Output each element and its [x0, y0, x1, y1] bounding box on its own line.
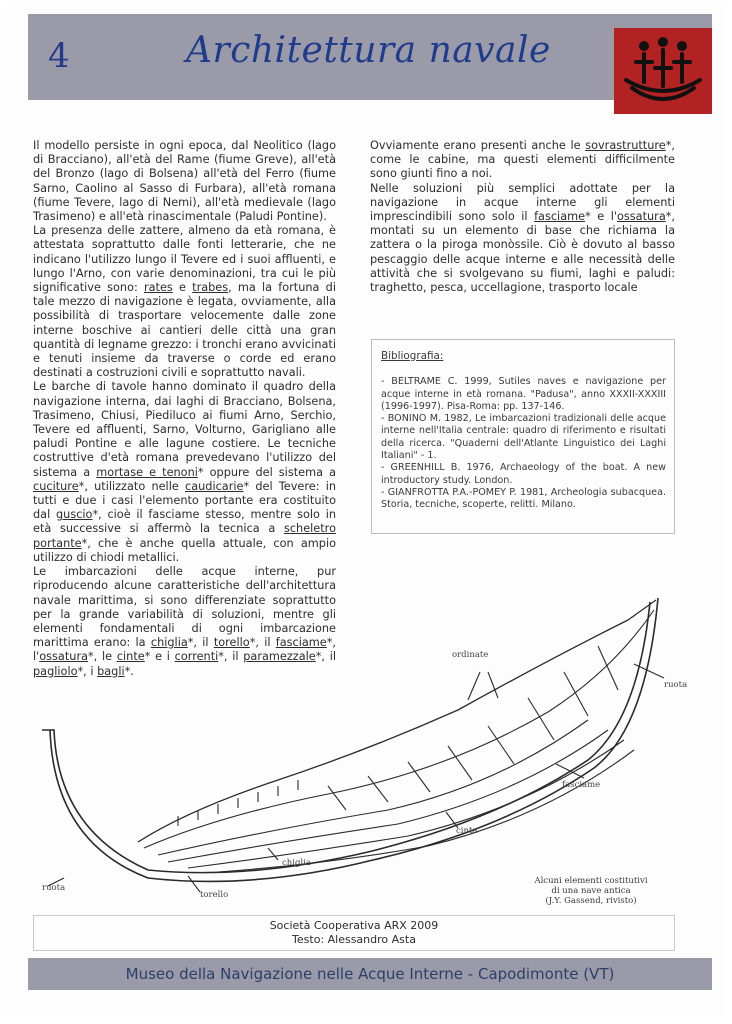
footer-text: Museo della Navigazione nelle Acque Interne - Capodimonte (VT) [125, 965, 615, 983]
ship-illustration [28, 580, 698, 910]
page-title: Architettura navale [186, 30, 551, 71]
paragraph: Le barche di tavole hanno dominato il quadro della navigazione interna, dai laghi di Bracciano, Bolsena, Trasimeno, Chiusi, Piediluco ai fiumi Arno, Serchio, Tevere ed affluenti, Sarno, Volturno, Garigliano alle paludi Pontine e alle lagune costiere. Le tecniche costruttive d'età romana prevedevano l'utilizzo del sistema a mortase e tenoni* oppure del sistema a cuciture*, utilizzato nelle caudicarie* del Tevere: in tutti e due i casi l'elemento portante era costituito dal guscio*, cioè il fasciame stesso, mentre solo in età successive si affermò la tecnica a scheletro portante*, che è anche quella attuale, con ampio utilizzo di chiodi metallici. [33, 380, 337, 564]
paragraph: Le imbarcazioni delle acque interne, pur riproducendo alcune caratteristiche dell'architettura navale marittima, si sono differenziate soprattutto per la grande variabilità di soluzioni, mentre gli elementi fondamentali di ogni imbarcazione marittima erano: la chiglia*, il torello*, il fasciame*, l'ossatura*, le cinte* e i correnti*, il paramezzale*, il pagliolo*, i bagli*. [33, 565, 337, 678]
credits-organization: Società Cooperativa ARX 2009 [269, 919, 439, 932]
bibliography-entry: - BONINO M. 1982, Le imbarcazioni tradizionali delle acque interne nell'Italia centrale: quadro di riferimento e risultati della ricerca. "Quaderni dell'Atlante Linguistico dei Laghi Italiani" - 1. [381, 413, 666, 462]
label-ordinate: ordinate [452, 650, 489, 660]
figure-caption: Alcuni elementi costitutivi di una nave antica (J.Y. Gassend, rivisto) [534, 876, 648, 906]
footer-banner [28, 958, 712, 990]
label-chiglia: chiglia [282, 858, 311, 868]
credits-box [33, 915, 675, 951]
bibliography-entry: - GREENHILL B. 1976, Archaeology of the boat. A new introductory study. London. [381, 462, 666, 486]
label-torello: torello [200, 890, 229, 900]
label-cinta: cinta [456, 826, 478, 836]
bibliography-entry: - BELTRAME C. 1999, Sutiles naves e navigazione per acque interne in età romana. "Padusa", anno XXXII-XXXIII (1996-1997). Pisa-Roma: pp. 137-146. [381, 376, 666, 412]
bibliography-entry: - GIANFROTTA P.A.-POMEY P. 1981, Archeologia subacquea. Storia, tecniche, scoperte, relitti. Milano. [381, 486, 666, 511]
header-banner [28, 14, 712, 100]
page-number: 4 [48, 36, 70, 76]
label-ruota-left: ruota [42, 883, 66, 893]
museum-logo-icon [614, 28, 712, 114]
paragraph: La presenza delle zattere, almeno da età romana, è attestata soprattutto dalle fonti letterarie, che ne indicano l'utilizzo lungo il Tevere ed i suoi affluenti, e lungo l'Arno, con varie denominazioni, tra cui le più significative sono: rates e trabes, ma la fortuna di tale mezzo di navigazione è legata, ovviamente, alla possibilità di trasportare velocemente dalle zone interne boschive ai cantieri delle città una gran quantità di legname grezzo: i tronchi erano avvicinati e tenuti insieme da traverse o corde ed erano destinati a costruzioni civili e soprattutto navali. [33, 224, 336, 380]
ship-drawing [28, 580, 698, 910]
credits-author: Testo: Alessandro Asta [292, 933, 416, 946]
label-ruota-right: ruota [664, 680, 688, 690]
bibliography-title: Bibliografia: [381, 350, 444, 362]
right-column [370, 139, 675, 295]
paragraph: Il modello persiste in ogni epoca, dal Neolitico (lago di Bracciano), all'età del Rame (fiume Greve), all'età del Bronzo (lago di Bolsena) all'età del Ferro (fiume Sarno, Caolino al Sasso di Furbara), all'età romana (fiume Tevere, lago di Nemi), all'età medievale (lago Trasimeno) e all'età rinascimentale (Paludi Pontine). [33, 139, 336, 224]
paragraph: Ovviamente erano presenti anche le sovrastrutture*, come le cabine, ma questi elementi difficilmente sono giunti fino a noi. [370, 139, 675, 181]
paragraph: Nelle soluzioni più semplici adottate per la navigazione in acque interne gli elementi imprescindibili sono solo il fasciame* e l'ossatura*, montati su un elemento di base che richiama la zattera o la piroga monòssile. Ciò è dovuto al basso pescaggio delle acque interne e alle necessità delle attività che si svolgevano su fiumi, laghi e paludi: traghetto, pesca, uccellagione, trasporto locale [370, 181, 675, 295]
bibliography-box [371, 339, 675, 534]
label-fasciame: fasciame [562, 780, 601, 790]
